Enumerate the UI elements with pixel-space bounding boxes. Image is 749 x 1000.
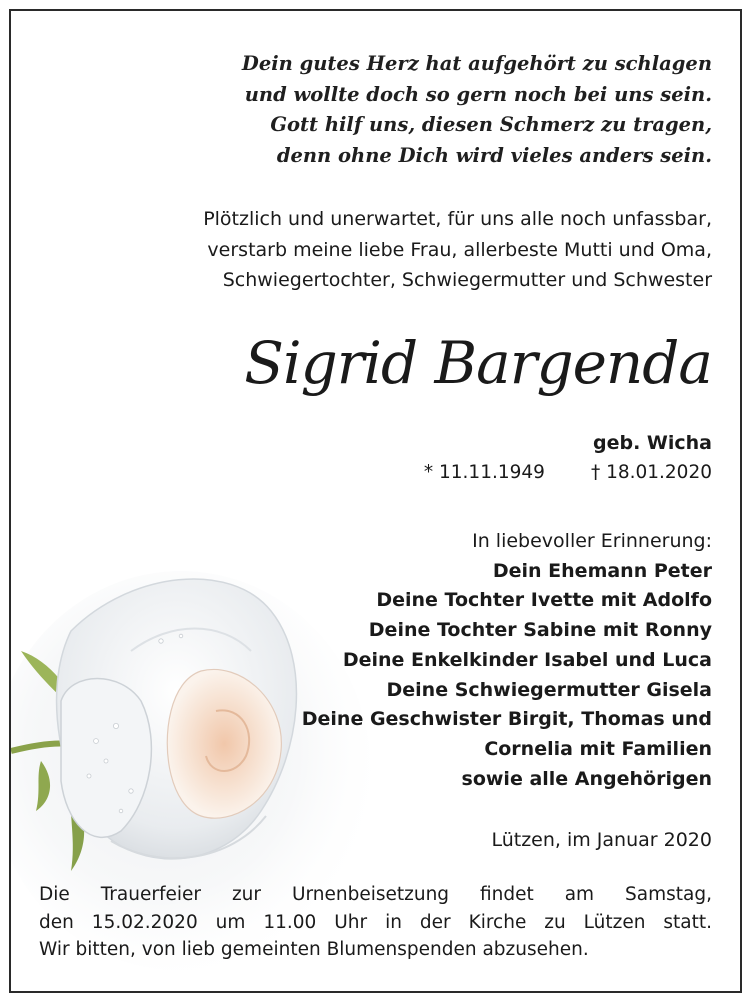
mourner-line: Deine Tochter Ivette mit Adolfo	[376, 589, 712, 612]
intro-text	[203, 204, 712, 296]
mourner-line: sowie alle Angehörigen	[461, 767, 712, 790]
poem-line: und wollte doch so gern noch bei uns sein.	[244, 82, 712, 106]
birth-date: * 11.11.1949	[423, 462, 545, 483]
intro-line: verstarb meine liebe Frau, allerbeste Mutti und Oma,	[207, 238, 712, 261]
mourner-line: Deine Schwiegermutter Gisela	[386, 678, 712, 701]
mourner-line: Cornelia mit Familien	[484, 737, 712, 760]
mourner-line: Deine Tochter Sabine mit Ronny	[368, 619, 712, 642]
mourner-line: Dein Ehemann Peter	[492, 559, 712, 582]
poem-line: Gott hilf uns, diesen Schmerz zu tragen,	[270, 113, 712, 136]
poem	[242, 49, 712, 171]
mourner-line: Deine Geschwister Birgit, Thomas und	[301, 708, 712, 731]
mourners-lead: In liebevoller Erinnerung:	[472, 530, 712, 552]
funeral-notice	[39, 881, 712, 964]
intro-line: Schwiegertochter, Schwiegermutter und Schwester	[222, 269, 712, 291]
birth-name: geb. Wicha	[592, 432, 712, 454]
poem-line: denn ohne Dich wird vieles anders sein.	[276, 143, 712, 167]
mourners-list	[302, 527, 712, 794]
notice-line: Wir bitten, von lieb gemeinten Blumenspenden abzusehen.	[39, 939, 589, 960]
deceased-name: Sigrid Bargenda	[244, 329, 712, 397]
life-dates	[424, 462, 712, 483]
obituary-frame	[9, 9, 742, 993]
place-date: Lützen, im Januar 2020	[491, 829, 712, 851]
death-date: † 18.01.2020	[590, 462, 712, 483]
poem-line: Dein gutes Herz hat aufgehört zu schlagen	[241, 52, 712, 75]
intro-line: Plötzlich und unerwartet, für uns alle noch unfassbar,	[203, 208, 712, 230]
notice-line: den 15.02.2020 um 11.00 Uhr in der Kirche zu Lützen statt.	[39, 911, 712, 933]
mourner-line: Deine Enkelkinder Isabel und Luca	[342, 648, 712, 671]
notice-line: Die Trauerfeier zur Urnenbeisetzung findet am Samstag,	[39, 884, 712, 905]
